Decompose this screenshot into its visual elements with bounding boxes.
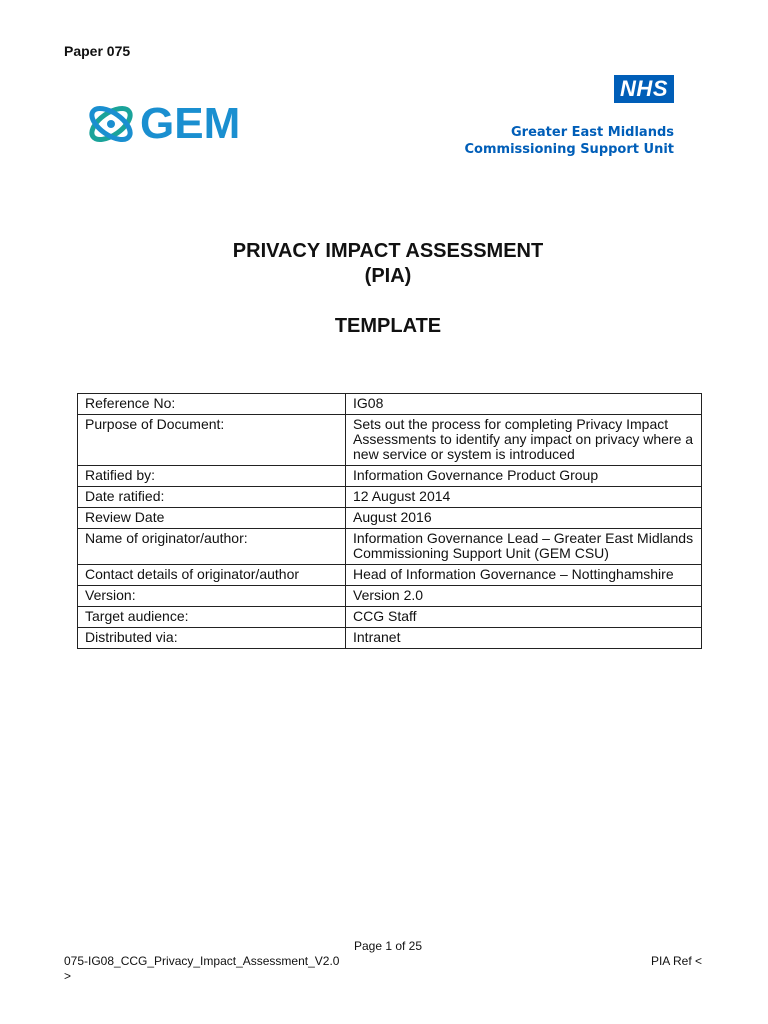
table-row (78, 487, 702, 508)
row-label: Reference No: (78, 394, 346, 415)
footer-pia-ref-close: > (64, 969, 72, 983)
row-label: Ratified by: (78, 466, 346, 487)
gem-logo (84, 98, 240, 150)
document-details-table (77, 393, 702, 649)
table-row (78, 607, 702, 628)
footer-page-number: Page 1 of 25 (353, 939, 423, 953)
row-value: Intranet (346, 628, 702, 649)
row-value: CCG Staff (346, 607, 702, 628)
row-value: Information Governance Lead – Greater East Midlands Commissioning Support Unit (GEM CSU) (346, 529, 702, 565)
title-template: TEMPLATE (334, 315, 442, 337)
title-line-2: (PIA) (364, 265, 412, 287)
table-row (78, 394, 702, 415)
table-row (78, 628, 702, 649)
document-title (0, 239, 768, 339)
gem-swirl-logo-icon (84, 98, 138, 150)
row-label: Name of originator/author: (78, 529, 346, 565)
row-value: Sets out the process for completing Privacy Impact Assessments to identify any impact on privacy where a new service or system is introduced (346, 415, 702, 466)
table-row (78, 415, 702, 466)
table-row (78, 586, 702, 607)
nhs-logo: NHS (614, 75, 674, 103)
row-value: IG08 (346, 394, 702, 415)
row-label: Purpose of Document: (78, 415, 346, 466)
row-label: Target audience: (78, 607, 346, 628)
row-value: 12 August 2014 (346, 487, 702, 508)
row-label: Distributed via: (78, 628, 346, 649)
row-label: Version: (78, 586, 346, 607)
table-row (78, 508, 702, 529)
row-label: Contact details of originator/author (78, 565, 346, 586)
row-value: Version 2.0 (346, 586, 702, 607)
nhs-branding (465, 75, 674, 158)
row-label: Date ratified: (78, 487, 346, 508)
footer-pia-ref: PIA Ref < (650, 954, 702, 968)
row-value: Head of Information Governance – Nottinghamshire (346, 565, 702, 586)
nhs-org-line2: Commissioning Support Unit (464, 142, 674, 157)
gem-logo-text: GEM (140, 99, 241, 148)
table-row (78, 529, 702, 565)
title-line-1: PRIVACY IMPACT ASSESSMENT (232, 240, 544, 262)
row-label: Review Date (78, 508, 346, 529)
table-row (78, 565, 702, 586)
nhs-org-line1: Greater East Midlands (511, 125, 674, 140)
footer-filename: 075-IG08_CCG_Privacy_Impact_Assessment_V2.0 (64, 954, 340, 968)
row-value: August 2016 (346, 508, 702, 529)
paper-label: Paper 075 (64, 43, 131, 59)
nhs-org-name (465, 124, 674, 158)
table-row (78, 466, 702, 487)
row-value: Information Governance Product Group (346, 466, 702, 487)
